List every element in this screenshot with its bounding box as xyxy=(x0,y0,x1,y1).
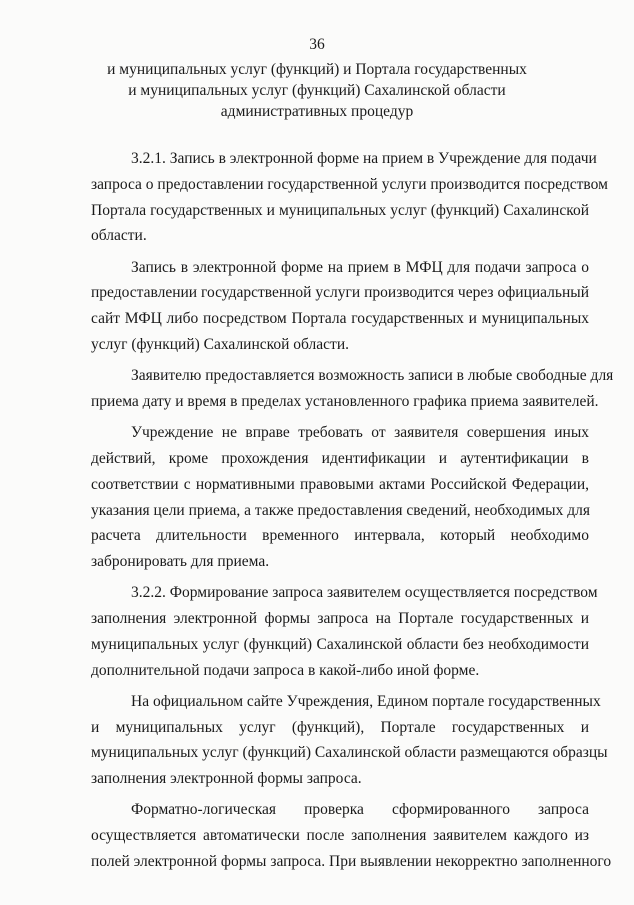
section-heading xyxy=(0,59,634,122)
document-body xyxy=(91,146,614,875)
paragraph-line: указания цели приема, а также предоставления сведений, необходимых для xyxy=(91,501,590,519)
paragraph-line: осуществляется автоматически после заполнения заявителем каждого из xyxy=(91,827,589,845)
paragraph-line: заполнения электронной формы запроса на Портале государственных и xyxy=(91,610,589,628)
paragraph-line: На официальном сайте Учреждения, Едином портале государственных xyxy=(131,692,601,710)
paragraph-line: 3.2.2. Формирование запроса заявителем осуществляется посредством xyxy=(131,584,598,602)
paragraph-line: сайт МФЦ либо посредством Портала государственных и муниципальных xyxy=(91,310,589,328)
page-number: 36 xyxy=(309,36,325,53)
body-paragraph xyxy=(91,580,598,683)
paragraph-line: услуг (функций) Сахалинской области. xyxy=(91,335,349,353)
paragraph-line: предоставлении государственной услуги производится через официальный xyxy=(91,284,589,302)
body-paragraph xyxy=(91,146,608,249)
paragraph-line: Портала государственных и муниципальных услуг (функций) Сахалинской xyxy=(91,201,589,219)
paragraph-line: приема дату и время в пределах установленного графика приема заявителей. xyxy=(91,392,599,410)
paragraph-line: области. xyxy=(91,227,147,245)
paragraph-line: действий, кроме прохождения идентификации и аутентификации в xyxy=(91,449,589,467)
paragraph-line: Форматно-логическая проверка сформированного запроса xyxy=(131,801,589,819)
paragraph-line: Заявителю предоставляется возможность записи в любые свободные для xyxy=(131,367,614,385)
paragraph-line: полей электронной формы запроса. При выявлении некорректно заполненного xyxy=(91,853,612,871)
paragraph-line: соответствии с нормативными правовыми актами Российской Федерации, xyxy=(91,475,589,493)
paragraph-line: Учреждение не вправе требовать от заявителя совершения иных xyxy=(131,424,589,442)
paragraph-line: муниципальных услуг (функций) Сахалинской области без необходимости xyxy=(91,635,589,653)
paragraph-line: муниципальных услуг (функций) Сахалинской области размещаются образцы xyxy=(91,744,608,762)
paragraph-line: Запись в электронной форме на прием в МФЦ для подачи запроса о xyxy=(131,258,589,276)
paragraph-line: запроса о предоставлении государственной услуги производится посредством xyxy=(91,175,608,193)
paragraph-line: забронировать для приема. xyxy=(91,553,270,571)
body-paragraph xyxy=(91,797,612,874)
paragraph-line: заполнения электронной формы запроса. xyxy=(91,770,362,788)
paragraph-line: 3.2.1. Запись в электронной форме на прием в Учреждение для подачи xyxy=(131,150,597,167)
section-heading-line: и муниципальных услуг (функций) и Портала государственных xyxy=(107,61,527,78)
paragraph-line: дополнительной подачи запроса в какой-либо иной форме. xyxy=(91,661,480,679)
paragraph-line: и муниципальных услуг (функций), Портале государственных и xyxy=(91,718,589,736)
body-paragraph xyxy=(91,420,589,575)
paragraph-line: расчета длительности временного интервала, который необходимо xyxy=(91,527,589,545)
body-paragraph xyxy=(91,363,614,415)
section-heading-line: и муниципальных услуг (функций) Сахалинской области xyxy=(128,82,506,99)
body-paragraph xyxy=(91,255,589,358)
body-paragraph xyxy=(91,689,608,792)
section-heading-line: административных процедур xyxy=(220,103,414,120)
